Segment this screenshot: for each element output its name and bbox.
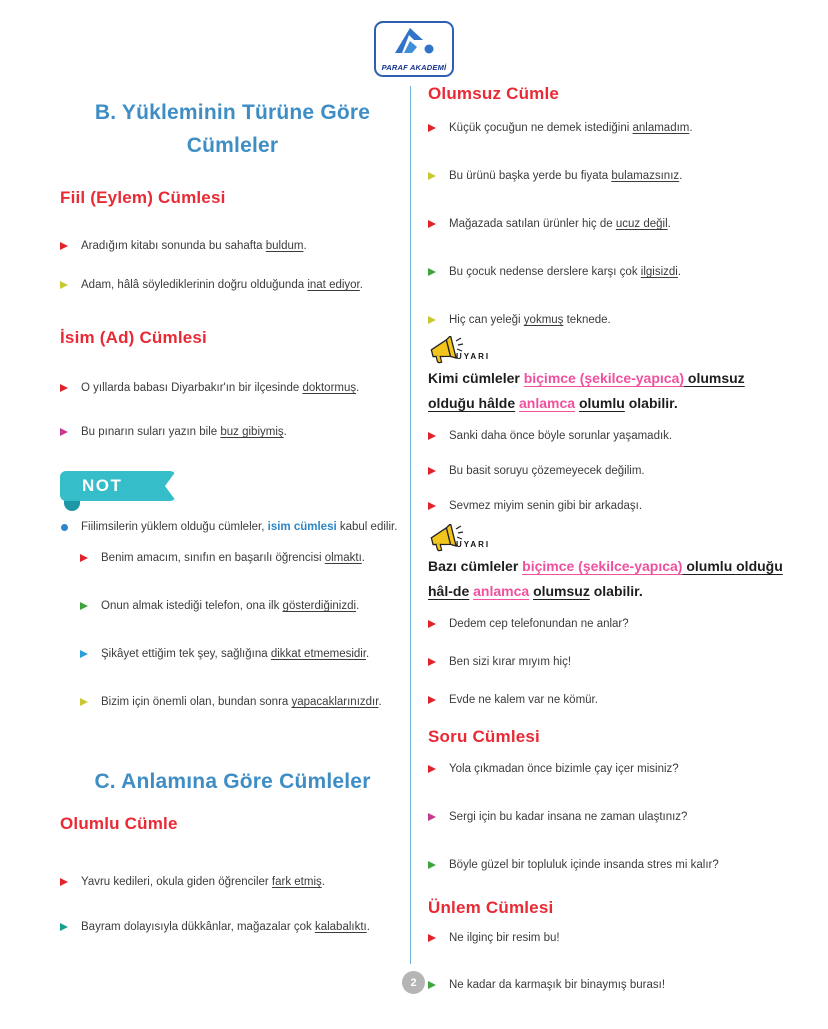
right-column (428, 0, 790, 994)
bullet-arrow-icon (60, 923, 68, 931)
example-sentence-row (60, 238, 405, 255)
text-segment: Bizim için önemli olan, bundan sonra (101, 696, 292, 708)
uyari-badge-2 (428, 522, 790, 552)
example-sentence-row (60, 380, 405, 397)
bullet-dot-icon (61, 524, 68, 531)
text-segment: Yavru kedileri, okula giden öğrenciler (81, 876, 272, 888)
uyari-1-text (428, 366, 790, 416)
text-segment: fark etmiş (271, 876, 322, 888)
not-lead-row (60, 519, 405, 536)
example-sentence-row (428, 809, 790, 826)
sentence-text (449, 498, 790, 515)
bullet-arrow-icon (428, 981, 436, 989)
bullet-arrow-icon (428, 861, 436, 869)
bullet-arrow-icon (428, 220, 436, 228)
bullet-arrow-icon (428, 172, 436, 180)
bullet-arrow-icon (428, 268, 436, 276)
sentence-text (449, 616, 790, 633)
text-segment: olabilir. (589, 583, 643, 599)
example-sentence-row (428, 930, 790, 947)
not-box (60, 471, 200, 513)
heading-olumsuz-cumle: Olumsuz Cümle (428, 84, 560, 103)
section-c-title: C. Anlamına Göre Cümleler (94, 770, 371, 793)
text-segment: yokmuş (523, 314, 564, 326)
not-example-list (80, 550, 405, 711)
text-segment: Benim amacım, sınıfın en başarılı öğrencisi (101, 552, 325, 564)
text-segment: Böyle güzel bir topluluk içinde insanda stres mi kalır? (449, 859, 719, 871)
text-segment: Aradığım kitabı sonunda bu sahafta (81, 240, 266, 252)
sentence-text (449, 977, 790, 994)
text-segment: inat ediyor (307, 279, 360, 291)
bullet-arrow-icon (428, 934, 436, 942)
not-ribbon: NOT (60, 471, 176, 501)
sentence-text (81, 919, 405, 936)
text-segment: Dedem cep telefonundan ne anlar? (449, 618, 629, 630)
text-segment: Kimi cümleler (428, 370, 524, 386)
text-segment: Bu pınarın suları yazın bile (81, 426, 221, 438)
brand-name: PARAF AKADEMİ (381, 63, 447, 72)
text-segment: . (689, 122, 693, 134)
example-sentence-row (428, 264, 790, 281)
bullet-arrow-icon (80, 698, 88, 706)
olumlu-example-list (60, 874, 405, 936)
text-segment: . (667, 218, 671, 230)
sentence-text (449, 216, 790, 233)
heading-soru-cumlesi: Soru Cümlesi (428, 727, 540, 746)
text-segment: doktormuş (302, 382, 357, 394)
example-sentence-row (60, 874, 405, 891)
text-segment: Küçük çocuğun ne demek istediğini (449, 122, 633, 134)
bullet-arrow-icon (80, 650, 88, 658)
text-segment: Bayram dolayısıyla dükkânlar, mağazalar çok (81, 921, 315, 933)
unlem-example-list (428, 930, 790, 994)
text-segment: buldum (265, 240, 304, 252)
text-segment: olumlu (578, 395, 625, 411)
sentence-text (81, 238, 405, 255)
example-sentence-row (428, 168, 790, 185)
text-segment: . (283, 426, 287, 438)
text-segment: Onun almak istediği telefon, ona ilk (101, 600, 283, 612)
bullet-arrow-icon (428, 467, 436, 475)
left-column (60, 0, 405, 936)
heading-olumlu-cumle: Olumlu Cümle (60, 814, 178, 833)
column-divider (410, 86, 411, 964)
bullet-arrow-icon (60, 384, 68, 392)
text-segment: buz gibiymiş (220, 426, 284, 438)
text-segment: Bu basit soruyu çözemeyecek değilim. (449, 465, 645, 477)
bullet-arrow-icon (80, 602, 88, 610)
example-sentence-row (80, 694, 405, 711)
sentence-text (449, 809, 790, 826)
example-sentence-row (428, 654, 790, 671)
text-segment: anlamca (519, 395, 576, 411)
text-segment: olumlu olduğu hâl-de (428, 558, 783, 599)
sentence-text (101, 598, 405, 615)
sentence-text (449, 761, 790, 778)
sentence-text (449, 312, 790, 329)
sentence-text (449, 857, 790, 874)
sentence-text (81, 380, 405, 397)
example-sentence-row (428, 616, 790, 633)
sentence-text (81, 424, 405, 441)
text-segment: Hiç can yeleği (449, 314, 524, 326)
text-segment: dikkat etmemesidir (270, 648, 367, 660)
text-segment: Ne kadar da karmaşık bir binaymış burası! (449, 979, 666, 991)
text-segment: isim cümlesi (267, 521, 337, 533)
text-segment: . (677, 266, 682, 278)
text-segment: yapacaklarınızdır (291, 696, 379, 708)
text-segment: . (361, 552, 365, 564)
sentence-text (449, 654, 790, 671)
sentence-text (449, 264, 790, 281)
bullet-arrow-icon (428, 432, 436, 440)
text-segment: O yıllarda babası Diyarbakır'ın bir ilçesinde (81, 382, 303, 394)
heading-isim-cumlesi: İsim (Ad) Cümlesi (60, 328, 207, 347)
text-segment: Sergi için bu kadar insana ne zaman ulaştınız? (449, 811, 688, 823)
text-segment: Bu ürünü başka yerde bu fiyata (449, 170, 612, 182)
example-sentence-row (428, 216, 790, 233)
text-segment: anlamadım (632, 122, 690, 134)
text-segment: Bu çocuk nedense derslere karşı çok (449, 266, 641, 278)
text-segment: Fiilimsilerin yüklem olduğu cümleler, (81, 521, 268, 533)
text-segment: Ben sizi kırar mıyım hiç! (449, 656, 572, 668)
text-segment: Mağazada satılan ürünler hiç de (449, 218, 616, 230)
example-sentence-row (60, 919, 405, 936)
text-segment: teknede. (563, 314, 611, 326)
bullet-arrow-icon (428, 765, 436, 773)
heading-fiil-cumlesi: Fiil (Eylem) Cümlesi (60, 188, 226, 207)
uyari-1-example-list (428, 428, 790, 515)
text-segment: Şikâyet ettiğim tek şey, sağlığına (101, 648, 271, 660)
uyari-2-example-list (428, 616, 790, 709)
page-number: 2 (402, 971, 425, 994)
not-lead-text (81, 519, 405, 536)
section-b-title: B. Yükleminin Türüne Göre Cümleler (94, 101, 371, 157)
text-segment: Sevmez miyim senin gibi bir arkadaşı. (449, 500, 643, 512)
bullet-arrow-icon (60, 878, 68, 886)
text-segment: Yola çıkmadan önce bizimle çay içer misiniz? (449, 763, 679, 775)
text-segment: . (356, 600, 360, 612)
text-segment: olumsuz (533, 583, 590, 599)
example-sentence-row (428, 761, 790, 778)
example-sentence-row (428, 857, 790, 874)
bullet-arrow-icon (60, 428, 68, 436)
example-sentence-row (60, 277, 405, 294)
text-segment: olumsuz olduğu hâlde (428, 370, 745, 411)
bullet-arrow-icon (60, 281, 68, 289)
example-sentence-row (60, 424, 405, 441)
bullet-arrow-icon (80, 554, 88, 562)
sentence-text (101, 550, 405, 567)
example-sentence-row (428, 428, 790, 445)
sentence-text (449, 428, 790, 445)
text-segment: olmaktı (324, 552, 362, 564)
uyari-label: UYARI (456, 352, 491, 361)
example-sentence-row (428, 498, 790, 515)
uyari-2-text (428, 554, 790, 604)
bullet-arrow-icon (428, 696, 436, 704)
sentence-text (101, 694, 405, 711)
text-segment: Bazı cümleler (428, 558, 523, 574)
text-segment: ilgisizdi (640, 266, 678, 278)
example-sentence-row (428, 463, 790, 480)
uyari-label: UYARI (456, 540, 491, 549)
isim-example-list (60, 380, 405, 441)
soru-example-list (428, 761, 790, 874)
text-segment: Evde ne kalem var ne kömür. (449, 694, 598, 706)
olumsuz-example-list (428, 120, 790, 329)
bullet-arrow-icon (428, 813, 436, 821)
bullet-arrow-icon (428, 620, 436, 628)
text-segment: . (366, 648, 370, 660)
text-segment: ucuz değil (615, 218, 668, 230)
text-segment: bulamazsınız (611, 170, 680, 182)
text-segment: Ne ilginç bir resim bu! (449, 932, 560, 944)
text-segment: Sanki daha önce böyle sorunlar yaşamadık. (449, 430, 673, 442)
text-segment: biçimce (şekilce-yapıca) (523, 370, 685, 386)
text-segment: . (359, 279, 363, 291)
text-segment: kabul edilir. (336, 521, 398, 533)
example-sentence-row (428, 692, 790, 709)
text-segment: kalabalıktı (314, 921, 367, 933)
sentence-text (81, 874, 405, 891)
example-sentence-row (80, 598, 405, 615)
bullet-arrow-icon (428, 658, 436, 666)
sentence-text (449, 168, 790, 185)
example-sentence-row (428, 977, 790, 994)
example-sentence-row (80, 646, 405, 663)
fiil-example-list (60, 238, 405, 294)
text-segment: . (378, 696, 382, 708)
example-sentence-row (428, 312, 790, 329)
text-segment: olabilir. (624, 395, 678, 411)
text-segment: . (366, 921, 370, 933)
text-segment: . (356, 382, 360, 394)
text-segment: gösterdiğinizdi (282, 600, 357, 612)
bullet-arrow-icon (428, 124, 436, 132)
example-sentence-row (80, 550, 405, 567)
text-segment: . (679, 170, 683, 182)
sentence-text (101, 646, 405, 663)
text-segment: anlamca (473, 583, 530, 599)
bullet-arrow-icon (428, 502, 436, 510)
heading-unlem-cumlesi: Ünlem Cümlesi (428, 898, 554, 917)
sentence-text (81, 277, 405, 294)
sentence-text (449, 463, 790, 480)
example-sentence-row (428, 120, 790, 137)
bullet-arrow-icon (428, 316, 436, 324)
text-segment: . (303, 240, 307, 252)
text-segment: . (321, 876, 325, 888)
text-segment: biçimce (şekilce-yapıca) (522, 558, 683, 574)
sentence-text (449, 692, 790, 709)
sentence-text (449, 930, 790, 947)
text-segment: Adam, hâlâ söylediklerinin doğru olduğunda (81, 279, 308, 291)
uyari-badge-1 (428, 334, 790, 364)
sentence-text (449, 120, 790, 137)
bullet-arrow-icon (60, 242, 68, 250)
